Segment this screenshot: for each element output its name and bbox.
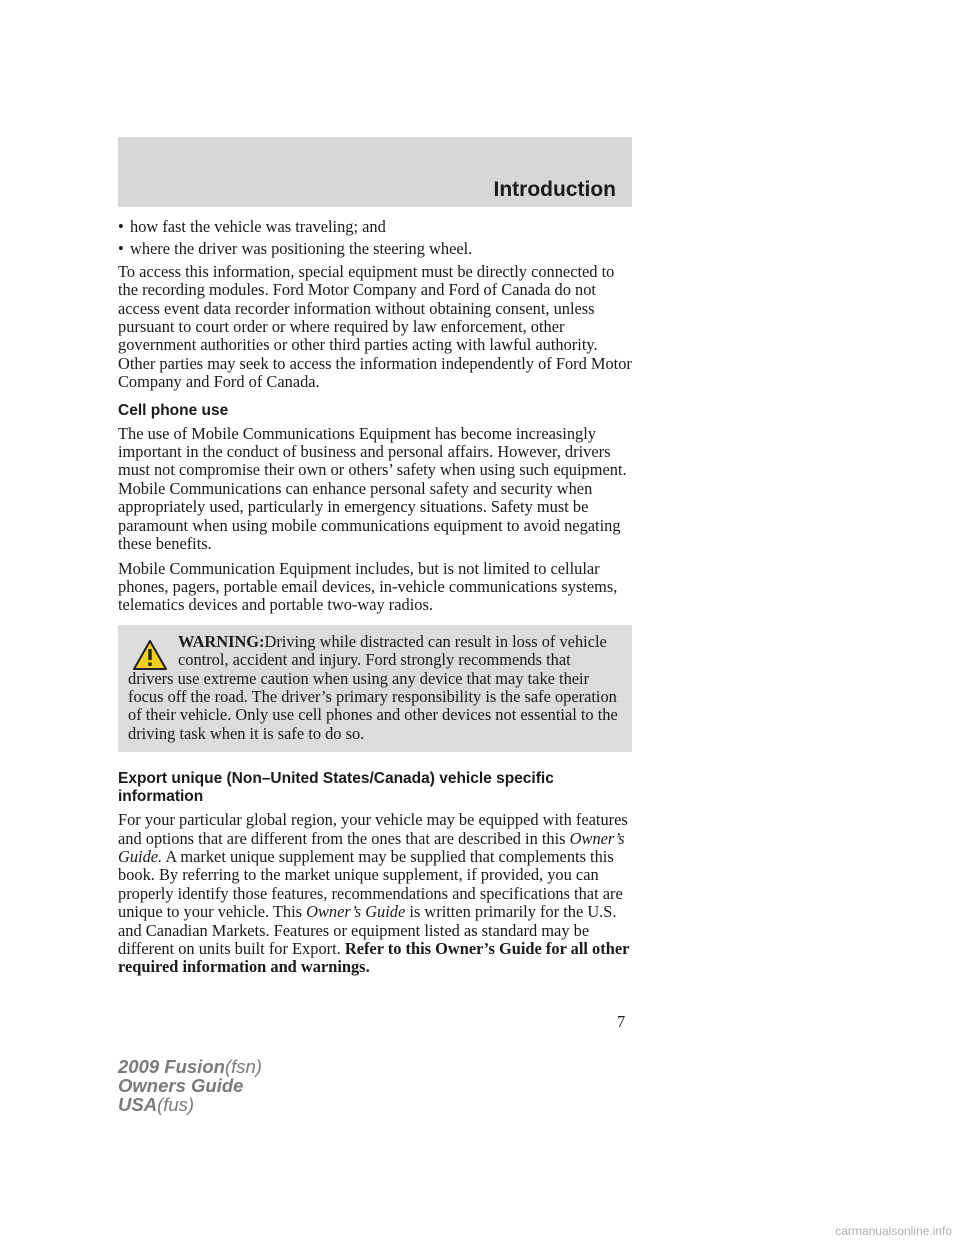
watermark: carmanualsonline.info xyxy=(835,1224,952,1238)
footer-model-code: (fsn) xyxy=(224,1056,262,1077)
document-footer xyxy=(118,1057,262,1114)
export-text-1: For your particular global region, your vehicle may be equipped with features and options that are different from the ones that are described in this xyxy=(118,810,628,848)
warning-box xyxy=(118,625,632,752)
list-item xyxy=(118,240,632,258)
bullet-icon: • xyxy=(118,239,124,259)
warning-text-rest: drivers use extreme caution when using any device that may take their focus off the road. The driver’s primary responsibility is the safe operation of their vehicle. Only use cell phones and other devices not essential to the driving task when it is safe to do so. xyxy=(128,668,618,743)
section-header-band xyxy=(118,137,632,207)
section-title: Introduction xyxy=(493,178,616,201)
page-body xyxy=(118,218,632,983)
warning-label: WARNING: xyxy=(178,631,265,651)
bullet-icon: • xyxy=(118,217,124,236)
export-text-3: is written primarily for the U.S. and Canadian Markets. Features or equipment listed as standard may be different on units built for Export. xyxy=(118,902,617,958)
footer-model: 2009 Fusion xyxy=(118,1056,225,1077)
export-paragraph xyxy=(118,811,632,977)
cell-phone-paragraph-2: Mobile Communication Equipment includes, but is not limited to cellular phones, pagers, portable email devices, in-vehicle communications systems, telematics devices and portable two-way radios. xyxy=(118,558,618,615)
page-number: 7 xyxy=(617,1012,626,1031)
footer-line-2: Owners Guide xyxy=(118,1075,244,1096)
cell-phone-heading: Cell phone use xyxy=(118,401,229,419)
export-bold-note: Refer to this Owner’s Guide for all other required information and warnings. xyxy=(118,939,630,977)
export-text-2: A market unique supplement may be supplied that complements this book. By referring to the market unique supplement, if provided, you can properly identify those features, recommendations and specifications that are unique to your vehicle. This xyxy=(118,846,623,922)
footer-market-code: (fus) xyxy=(157,1094,195,1115)
warning-triangle-icon xyxy=(132,639,168,671)
warning-first-lines xyxy=(128,633,622,670)
list-item-text: how fast the vehicle was traveling; and xyxy=(130,217,386,236)
cell-phone-paragraph-1: The use of Mobile Communications Equipment has become increasingly important in the conduct of business and personal affairs. However, drivers must not compromise their own or others’ safety when using such equipment. Mobile Communications can enhance personal safety and security when appropriately used, particularly in emergency situations. Safety must be paramount when using mobile communications equipment to avoid negating these benefits. xyxy=(118,423,627,554)
owners-guide-ref-1: Owner’s Guide. xyxy=(118,828,625,866)
footer-market: USA xyxy=(118,1094,158,1115)
footer-line-1 xyxy=(118,1057,262,1076)
warning-text-first: Driving while distracted can result in loss of vehicle control, accident and injury. Ford strongly recommends that xyxy=(178,631,607,670)
owners-guide-ref-2: Owner’s Guide xyxy=(306,902,406,922)
list-item-text: where the driver was positioning the steering wheel. xyxy=(130,239,473,259)
list-item xyxy=(118,218,632,236)
footer-line-3 xyxy=(118,1095,262,1114)
export-heading: Export unique (Non–United States/Canada) vehicle specific information xyxy=(118,770,554,806)
access-paragraph: To access this information, special equipment must be directly connected to the recording modules. Ford Motor Company and Ford of Canada do not access event data recorder information without obtaining consent, unless pursuant to court order or where required by law enforcement, other government authorities or other third parties acting with lawful authority. Other parties may seek to access the information independently of Ford Motor Company and Ford of Canada. xyxy=(118,261,632,392)
